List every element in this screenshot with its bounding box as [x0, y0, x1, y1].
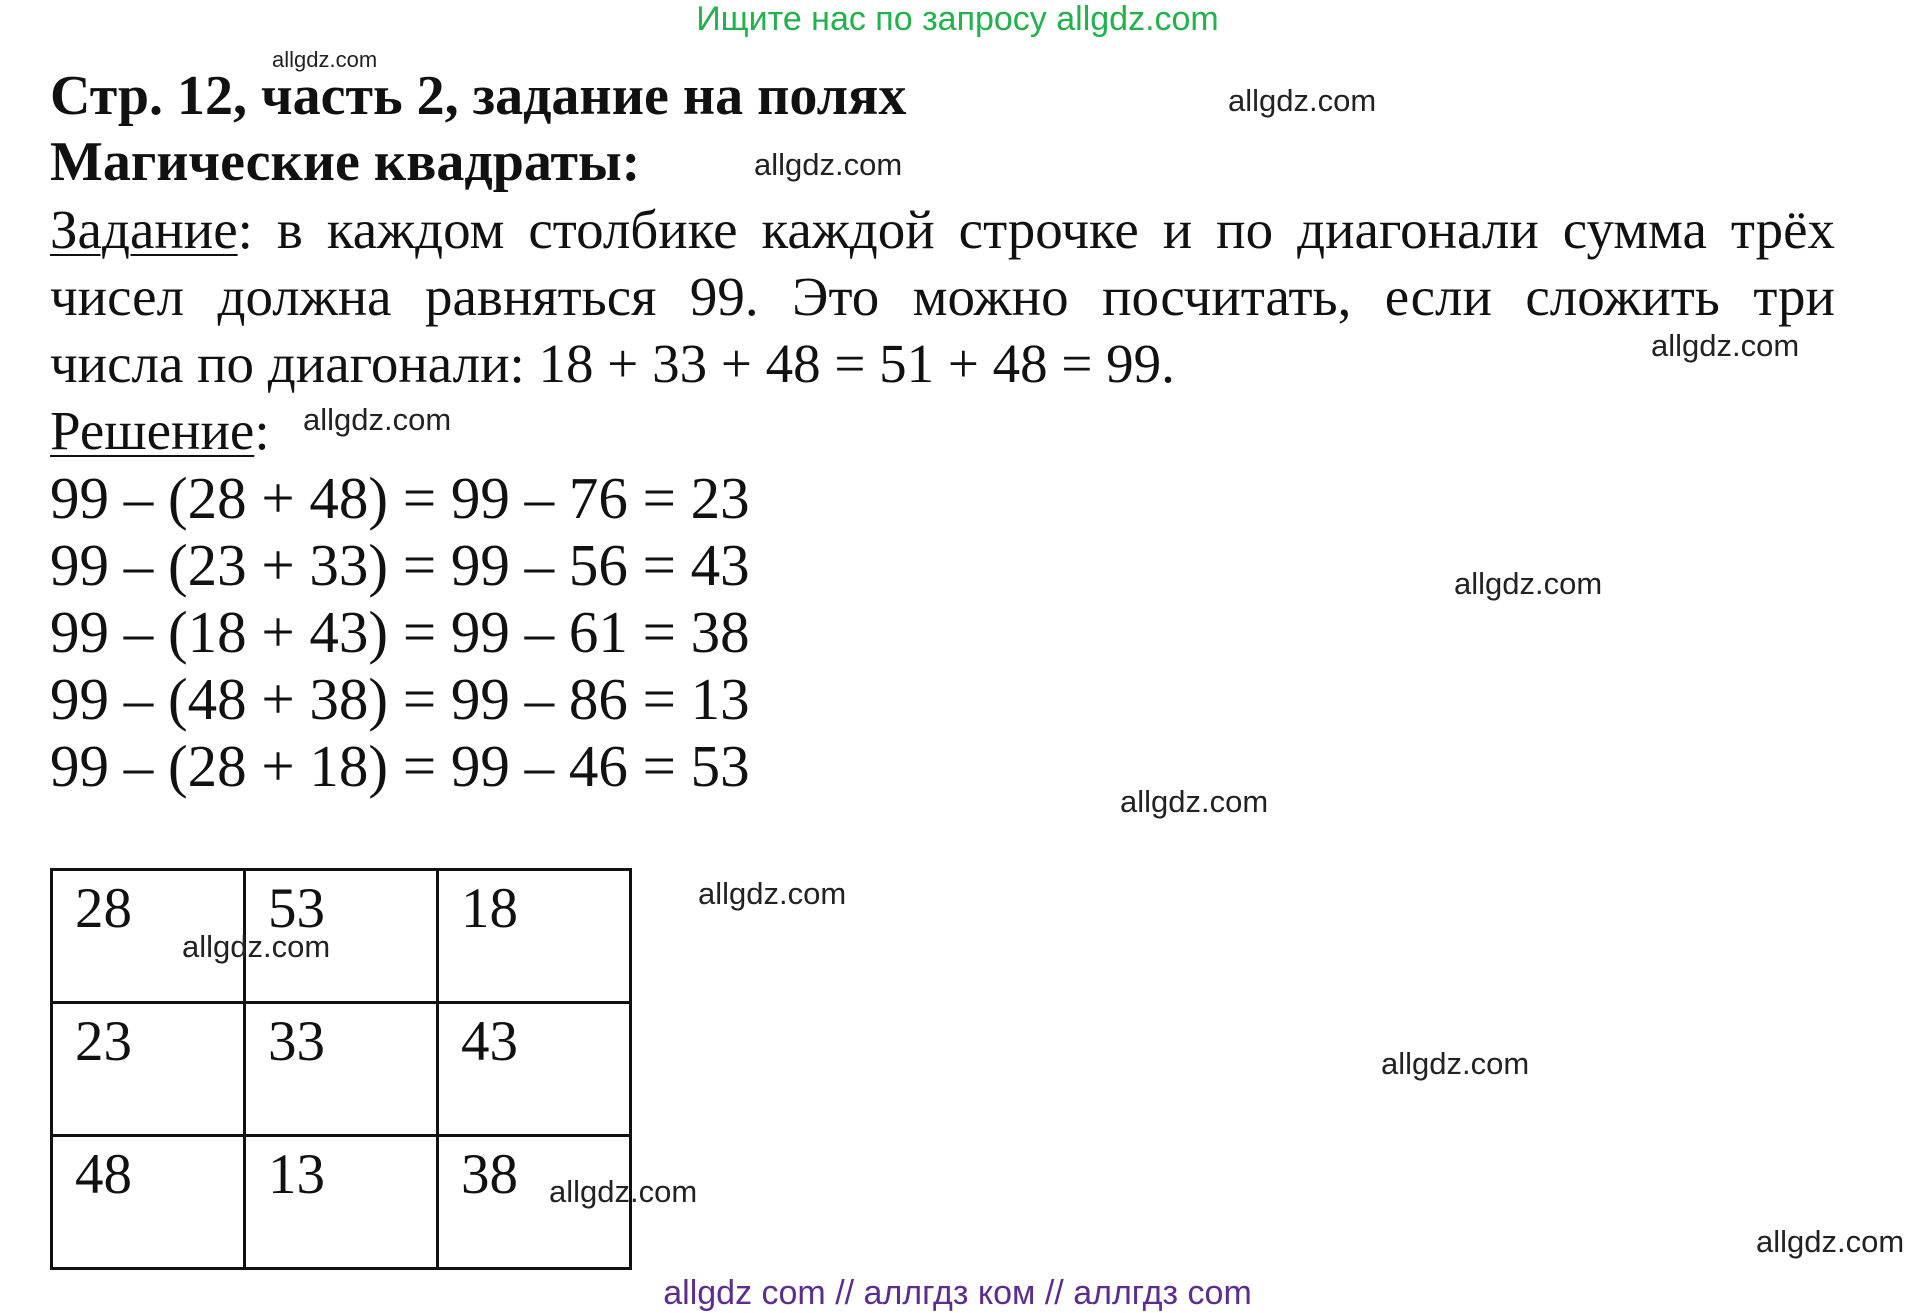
magic-square-row — [52, 1003, 631, 1136]
magic-cell: 18 — [438, 870, 631, 1003]
watermark: allgdz.com — [1228, 83, 1377, 118]
magic-cell: 43 — [438, 1003, 631, 1136]
task-line-1 — [50, 196, 1835, 263]
task-text-1: : в каждом столбике каждой строчке и по диагонали сумма трёх — [237, 199, 1835, 260]
bottom-links[interactable]: allgdz com // аллгдз ком // аллгдз com — [663, 1274, 1252, 1312]
task-label: Задание — [50, 199, 238, 260]
magic-cell: 33 — [245, 1003, 438, 1136]
watermark: allgdz.com — [754, 147, 903, 182]
equation-1: 99 – (28 + 48) = 99 – 76 = 23 — [50, 465, 750, 531]
task-line-2: чисел должна равняться 99. Это можно посчитать, если сложить три — [50, 266, 1835, 327]
watermark: allgdz.com — [303, 402, 452, 437]
equation-3: 99 – (18 + 43) = 99 – 61 = 38 — [50, 599, 750, 665]
top-banner[interactable]: Ищите нас по запросу allgdz.com — [696, 0, 1219, 38]
magic-cell: 48 — [52, 1136, 245, 1269]
watermark: allgdz.com — [1381, 1046, 1530, 1081]
watermark: allgdz.com — [1756, 1224, 1905, 1259]
watermark: allgdz.com — [1454, 566, 1603, 601]
magic-cell: 28 — [52, 870, 245, 1003]
watermark: allgdz.com — [1120, 784, 1269, 819]
watermark: allgdz.com — [698, 876, 847, 911]
equation-4: 99 – (48 + 38) = 99 – 86 = 13 — [50, 666, 750, 732]
watermark: allgdz.com — [549, 1174, 698, 1209]
magic-square — [50, 868, 632, 1270]
magic-square-row — [52, 1136, 631, 1269]
page-title: Стр. 12, часть 2, задание на полях — [50, 65, 907, 127]
magic-cell: 38 — [438, 1136, 631, 1269]
watermark: allgdz.com — [272, 47, 378, 72]
magic-cell: 13 — [245, 1136, 438, 1269]
watermark: allgdz.com — [182, 929, 331, 964]
magic-cell: 23 — [52, 1003, 245, 1136]
solution-label: Решение — [50, 400, 255, 461]
equation-2: 99 – (23 + 33) = 99 – 56 = 43 — [50, 532, 750, 598]
task-line-3: числа по диагонали: 18 + 33 + 48 = 51 + 48 = 99. — [50, 333, 1175, 394]
magic-cell: 53 — [245, 870, 438, 1003]
section-title: Магические квадраты: — [50, 131, 641, 193]
solution-heading — [50, 397, 270, 464]
equation-5: 99 – (28 + 18) = 99 – 46 = 53 — [50, 733, 750, 799]
watermark: allgdz.com — [1651, 328, 1800, 363]
solution-colon: : — [254, 400, 270, 461]
magic-square-row — [52, 870, 631, 1003]
